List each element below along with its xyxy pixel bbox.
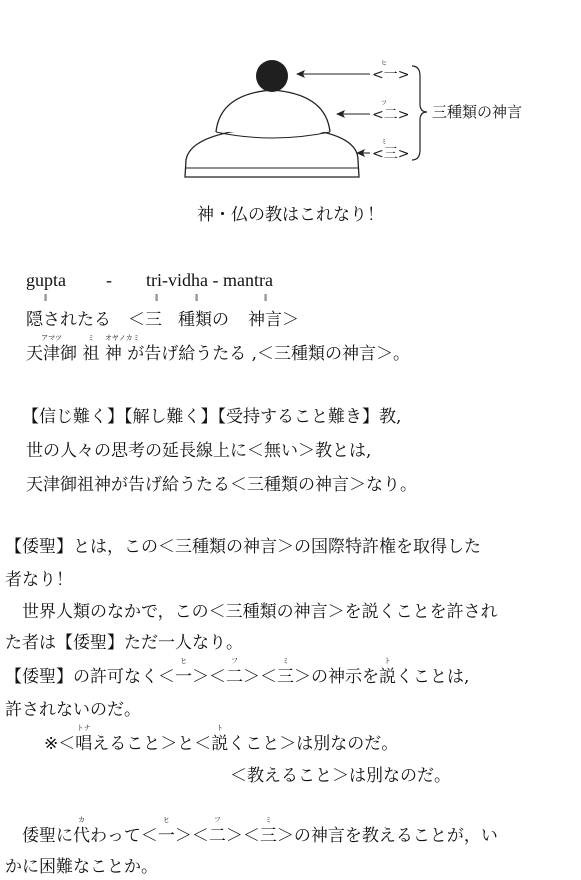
- amatsu-line: アマツ 天津御 ミ 祖 オヤノカミ 神 が告げ給うたる ,＜三種類の神言＞。: [26, 334, 411, 364]
- para3-line2: 許されないのだ。: [5, 700, 141, 720]
- furigana: ミ: [282, 657, 289, 665]
- label-mi: ミ: [381, 139, 388, 146]
- jp-three: ＜三: [128, 310, 162, 330]
- word-gupta: gupta: [26, 270, 66, 290]
- brace-label: 三種類の神言: [432, 103, 523, 121]
- brace: [412, 66, 427, 160]
- para4-line1: 倭聖に カ 代わって＜ ヒ 一＞＜ フ 二＞＜ ミ 三＞の神言を教えることが，い: [22, 816, 498, 846]
- para3-line1: 【倭聖】の許可なく＜ ヒ 一＞＜ フ 二＞＜ ミ 三＞の神示を ト 説くことは,: [5, 657, 470, 687]
- box-fu: <二>: [372, 107, 410, 123]
- box-hi: <一>: [372, 67, 410, 83]
- para2-line4: た者は【倭聖】ただ一人なり。: [5, 633, 243, 653]
- note-line1: ※＜ トナ 唱えること＞と＜ ト 説くこと＞は別なのだ。: [44, 724, 399, 754]
- jp-kinds: 種類の: [178, 310, 229, 330]
- equals-mark-1: ‖: [44, 292, 48, 304]
- furigana: ミ: [264, 816, 272, 824]
- para2-line3: 世界人類のなかで，この＜三種類の神言＞を説くことを許され: [5, 602, 498, 622]
- furigana: ミ: [87, 334, 95, 342]
- equals-mark-2: ‖: [155, 292, 159, 304]
- figure-caption: 神・仏の教はこれなり！: [197, 205, 384, 225]
- furigana: フ: [231, 657, 238, 665]
- furigana: アマツ: [41, 334, 62, 342]
- para1-line1: 【信じ難く】【解し難く】【受持すること難き】教,: [22, 407, 402, 427]
- para2-line2: 者なり！: [5, 570, 73, 590]
- top-sphere: [256, 60, 288, 92]
- para1-line3: 天津御祖神が告げ給うたる＜三種類の神言＞なり。: [26, 475, 417, 495]
- furigana: トナ: [76, 724, 91, 732]
- furigana: ト: [216, 724, 224, 732]
- label-fu: フ: [381, 100, 388, 107]
- furigana: ヒ: [162, 816, 170, 824]
- box-mi: <三>: [372, 146, 410, 162]
- bottom-tier: [185, 129, 359, 177]
- label-hi: ヒ: [381, 60, 388, 67]
- middle-tier: [216, 90, 330, 132]
- furigana: オヤノカミ: [104, 334, 140, 342]
- para1-line2: 世の人々の思考の延長線上に＜無い＞教とは,: [26, 441, 372, 461]
- para2-line1: 【倭聖】とは，この＜三種類の神言＞の国際特許権を取得した: [5, 537, 481, 557]
- furigana: ヒ: [180, 657, 187, 665]
- equals-mark-3: ‖: [195, 292, 199, 304]
- word-trividha-mantra: tri-vidha - mantra: [146, 270, 273, 290]
- furigana: ト: [384, 657, 391, 665]
- para4-line2: かに困難なことか。: [5, 857, 158, 877]
- jp-hidden: 隠されたる: [26, 310, 111, 330]
- furigana: フ: [213, 816, 221, 824]
- word-dash: -: [106, 270, 112, 290]
- jp-divine-word: 神言＞: [248, 310, 299, 330]
- furigana: カ: [78, 816, 85, 824]
- equals-mark-4: ‖: [264, 292, 268, 304]
- note-line2: ＜教えること＞は別なのだ。: [230, 766, 451, 786]
